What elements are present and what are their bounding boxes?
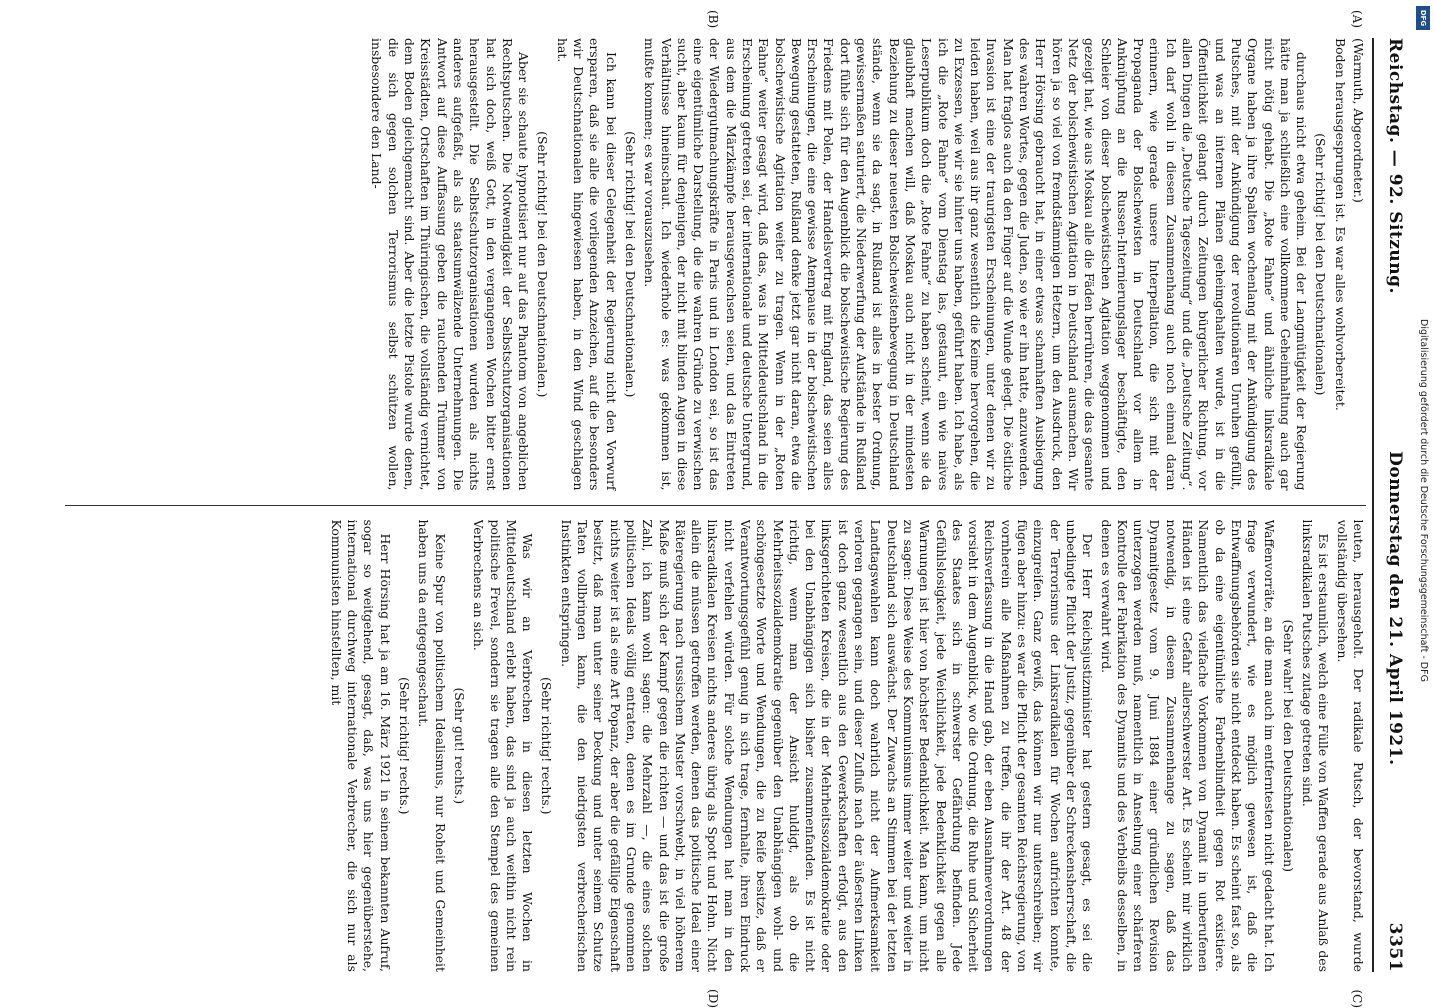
paragraph: Keine Spur von politischem Idealismus, nur Roheit und Gemeinheit haben uns da entgegengeschaut. (416, 519, 448, 972)
paragraph: leuten, herausgeholt. Der radikale Putsch, der bevorstand, wurde vollständig übersehen. (1334, 519, 1366, 972)
margin-marker-b: (B) (706, 10, 720, 29)
interjection: (Sehr richtig! bei den Deutschnationalen.) (622, 131, 638, 398)
margin-marker-a: (A) (1350, 10, 1364, 29)
digitization-note-text: Digitalisierung gefördert durch die Deutsche Forschungsgemeinschaft - DFG (1417, 318, 1429, 682)
text-columns (65, 38, 1366, 972)
margin-marker-c: (C) (1350, 989, 1364, 1008)
dfg-logo: DFG (1416, 6, 1430, 30)
page-header (1378, 38, 1412, 972)
digitization-note (1414, 0, 1432, 1000)
header-rule (1372, 38, 1374, 972)
rotated-page-content (55, 8, 1420, 1008)
speaker-line: (Warmuth, Abgeordneter.) (1351, 38, 1366, 203)
column-right (65, 520, 1366, 973)
page-number: 3351 (1385, 922, 1405, 972)
paragraph: Aber sie schaute hypnotisiert nur auf das Phantom von angeblichen Rechtsputschen. Die Notwendigkeit der Selbstschutzorganisationen hat sich doch, weiß Gott, in den vergangenen Wochen bitter ernst herausgestellt. Die Selbstschutzorganisationen wurden als nichts anderes aufgefaßt, als als staatsumwälzende Unternehmungen. Die Antwort auf diese Auffassung geben die rauchenden Trümmer von Kreisstädten, Ortschaften im Thüringischen, die vollständig vernichtet, dem Boden gleichgemacht sind. Aber die letzte Pistole wurde denen, die sich gegen solchen Terrorismus selbst schützen wollen, insbesondere den Land- (369, 38, 532, 491)
paragraph: Der Herr Reichsjustizminister hat gestern gesagt, es sei die unbedingte Pflicht der Justiz, gegenüber der Schreckensherrschaft, die der Terrorismus der Linksradikalen für Wochen aufrichten konnte, einzugreifen. Ganz gewiß, das können wir nur unterschreiben; wir fügen aber hinzu: es war die Pflicht der gesamten Reichsregierung, von vornherein alle Maßnahmen zu treffen, die ihr der Art. 48 der Reichsverfassung in die Hand gab, der eben Ausnahmeverordnungen vorsieht in dem Augenblick, wo die Ordnung, die Ruhe und Sicherheit des Staates sich in schwerster Gefährdung befinden. Jede Gefühlslosigkeit, jede Weichlichkeit, jede Bedenklichkeit gegen alle Warnungen ist hier von höchster Bedenklichkeit. Man kann, um nicht zu sagen: Diese Weise des Kommunismus immer weiter und weiter in Deutschland sich auswächst. Der Zuwachs an Stimmen bei der letzten Landtagswahlen kann doch wahrlich nicht der Aufmerksamkeit verloren gegangen sein, und dieser Zufluß nach der äußersten Linken ist doch ganz wesentlich aus den Gewerkschaften erfolgt, aus den linksgerichteten Kreisen, die in der Mehrheitssozialdemokratie oder bei den Unabhängigen sich bisher zusammenfanden. Es ist nicht richtig, wenn man der Ansicht huldigt, als ob die Mehrheitssozialdemokratie gegenüber den Unabhängigen wohl- und schöngesetzte Worte und Wendungen, die zu Reife besitze, daß er Verantwortungsgefühl genug in sich trage, fernhalte, ihren Eindruck nicht verfehlen würden. Für solche Wendungen hat man in den linksradikalen Kreisen nichts anderes übrig als Spott und Hohn. Nicht allein die müssen getroffen werden, denen das politische Ideal einer Räteregierung nach russischem Muster vorschwebt, in viel höherem Maße muß sich der Kampf gegen die richten — und das ist die große Zahl, ich kann wohl sagen: die Mehrzahl —, die eines solchen politischen Ideals völlig entraten, denen es im Grunde genommen nichts weiter ist als eine Art Popanz, der aber die gefällige Eigenschaft besitzt, daß man unter seiner Deckung und unter seinem Schutze Taten vollbringen kann, die den niedrigsten verbrecherischen Instinkten entspringen. (558, 519, 1096, 972)
interjection: (Sehr richtig! rechts.) (539, 677, 555, 815)
interjection: (Sehr richtig! bei den Deutschnationalen) (1313, 133, 1329, 396)
paragraph: Waffenvorräte, an die man auch im entferntesten nicht gedacht hat. Ich frage verwundert, wie es möglich gewesen ist, daß die Entwaffnungsbehörden sie nicht entdeckt haben. Es scheint fast so, als ob da eine eigentümliche Farbenblindheit gegen Rot existiere. Namentlich das vielfache Vorkommen von Dynamit in unberufenen Händen ist eine Gefahr allerschwerster Art. Es scheint mir wirklich notwendig, in diesem Zusammenhange zu sagen, daß das Dynamitgesetz vom 9. Juni 1884 einer gründlichen Revision unterzogen werden muß, namentlich in Ansehung einer schärferen Kontrolle der Fabrikation des Dynamits und des Verbleibs desselben, in denen es verwahrt wird. (1098, 519, 1277, 972)
paragraph: durchaus nicht etwa geheim. Bei der Langmütigkeit der Regierung hätte man ja schließlich eine vollkommene Geheimhaltung auch gar nicht nötig gehabt. Die „Rote Fahne“ und ähnliche linksradikale Organe haben ja ihre Spalten wochenlang mit der Ankündigung des Putsches, mit der Ankündigung der revolutionären Unruhen gefüllt, und was an internen Plänen geheimgehalten wurde, ist in die Öffentlichkeit gelangt durch Zeitungen bürgerlicher Richtung, vor allen Dingen die „Deutsche Tageszeitung“ und die „Deutsche Zeitung“. Ich darf wohl in diesem Zusammenhang auch noch einmal daran erinnern, wie gerade unsere Interpellation, die sich mit der Propaganda der Bolschewisten in Deutschland vor allem in Anknüpfung an die Russen-Internierungslager beschäftigte, den Schleier von dieser bolschewistischen Agitation weggenommen und gezeigt hat, wie aus Moskau alle die Fäden herrühren, die das gesamte Netz der bolschewistischen Agitation in Deutschland ausmachen. Wir hören ja so viel von fremdstämmigen Hetzern, um den Ausdruck, den Herr Hörsing gebraucht hat, in einer etwas schamhaften Ausbiegung des wahren Wortes, gegen die Juden, so wie er ihn hatte, anzuwenden. Man hat fraglos auch da den Finger auf die Wunde gelegt. Die östliche Invasion ist eine der traurigsten Erscheinungen, unter denen wir zu leiden haben, weil aus ihr ganz wesentlich die Keime hervorgehen, die zu Exzessen, wie wir sie hinter uns haben, geführt haben. Ich habe, als ich die „Rote Fahne“ vom Dienstag las, gestaunt, ein wie naives Leserpublikum doch die „Rote Fahne“ zu haben scheint, wenn sie da glaubhaft machen will, daß Moskau auch nicht in der mindesten Beziehung zu dieser neuesten Bolschewistenbewegung in Deutschland stände, wenn sie da sagt, in Rußland ist alles in bester Ordnung, gewissermaßen saturiert, die Niederwerfung der Aufstände in Rußland dort fühle sich für den Augenblick die bolschewistische Regierung des Friedens mit Polen, der Handelsvertrag mit England, das seien alles Erscheinungen, die eine gewisse Atempause in der bolschewistischen Bewegung gestatteten, Rußland denke jetzt gar nicht daran, etwa die bolschewistische Agitation weiter zu tragen. Wenn in der „Roten Fahne“ weiter gesagt wird, daß das, was in Mitteldeutschland in die Erscheinung getreten sei, der internationale und deutsche Untergrund, aus dem die Märzkämpfe herausgewachsen seien, und das Eintreten der Wiedergutmachungskräfte in Paris und in London sei, so ist das eine eigentümliche Darstellung, die die wahren Gründe zu verwischen sucht, aber kaum für denjenigen, der nicht mit blinden Augen in diese Verhältnisse hineinschaut. Ich wiederhole es: was gekommen ist, mußte kommen; es war vorauszusehen. (642, 38, 1310, 491)
paragraph: Herr Hörsing hat ja am 16. März 1921 in seinem bekannten Aufruf, sogar so weitgehend, gesagt, daß, was uns hier gegenüberstehe, international durchweg internationale Verbrecher, die sich nur als Kommunisten hinstellten, mit (328, 519, 393, 972)
column-divider (65, 505, 1366, 506)
paragraph: Was wir an Verbrechen in diesen letzten Wochen in Mitteldeutschland erlebt haben, das sind ja auch weithin nicht rein politische Frevel, sondern sie tragen alle den Stempel des gemeinen Verbrechens an sich. (471, 519, 536, 972)
interjection: (Sehr richtig! rechts.) (397, 677, 413, 815)
paragraph: Ich kann bei dieser Gelegenheit der Regierung nicht den Vorwurf ersparen, daß sie alle die vorliegenden Anzeichen, auf die besonders wir Deutschnationalen hingewiesen haben, in den Wind geschlagen hat. (554, 38, 619, 491)
paragraph: Boden herausgesprungen ist. Es war alles wohlvorbereitet. (1332, 38, 1348, 411)
interjection: (Sehr wahr! bei den Deutschnationalen) (1280, 619, 1296, 872)
header-session: Reichstag. — 92. Sitzung. (1385, 38, 1405, 294)
header-date: Donnerstag den 21. April 1921. (1385, 451, 1405, 766)
column-left (65, 38, 1366, 491)
margin-marker-d: (D) (706, 989, 720, 1008)
interjection: (Sehr richtig! bei den Deutschnationalen.) (535, 131, 551, 398)
paragraph: Es ist erstaunlich, welch eine Fülle von Waffen gerade aus Anlaß des linksradikalen Putsches zutage getreten sind. (1300, 519, 1332, 972)
document-page (55, 8, 1420, 1008)
interjection: (Sehr gut! rechts.) (451, 687, 467, 805)
